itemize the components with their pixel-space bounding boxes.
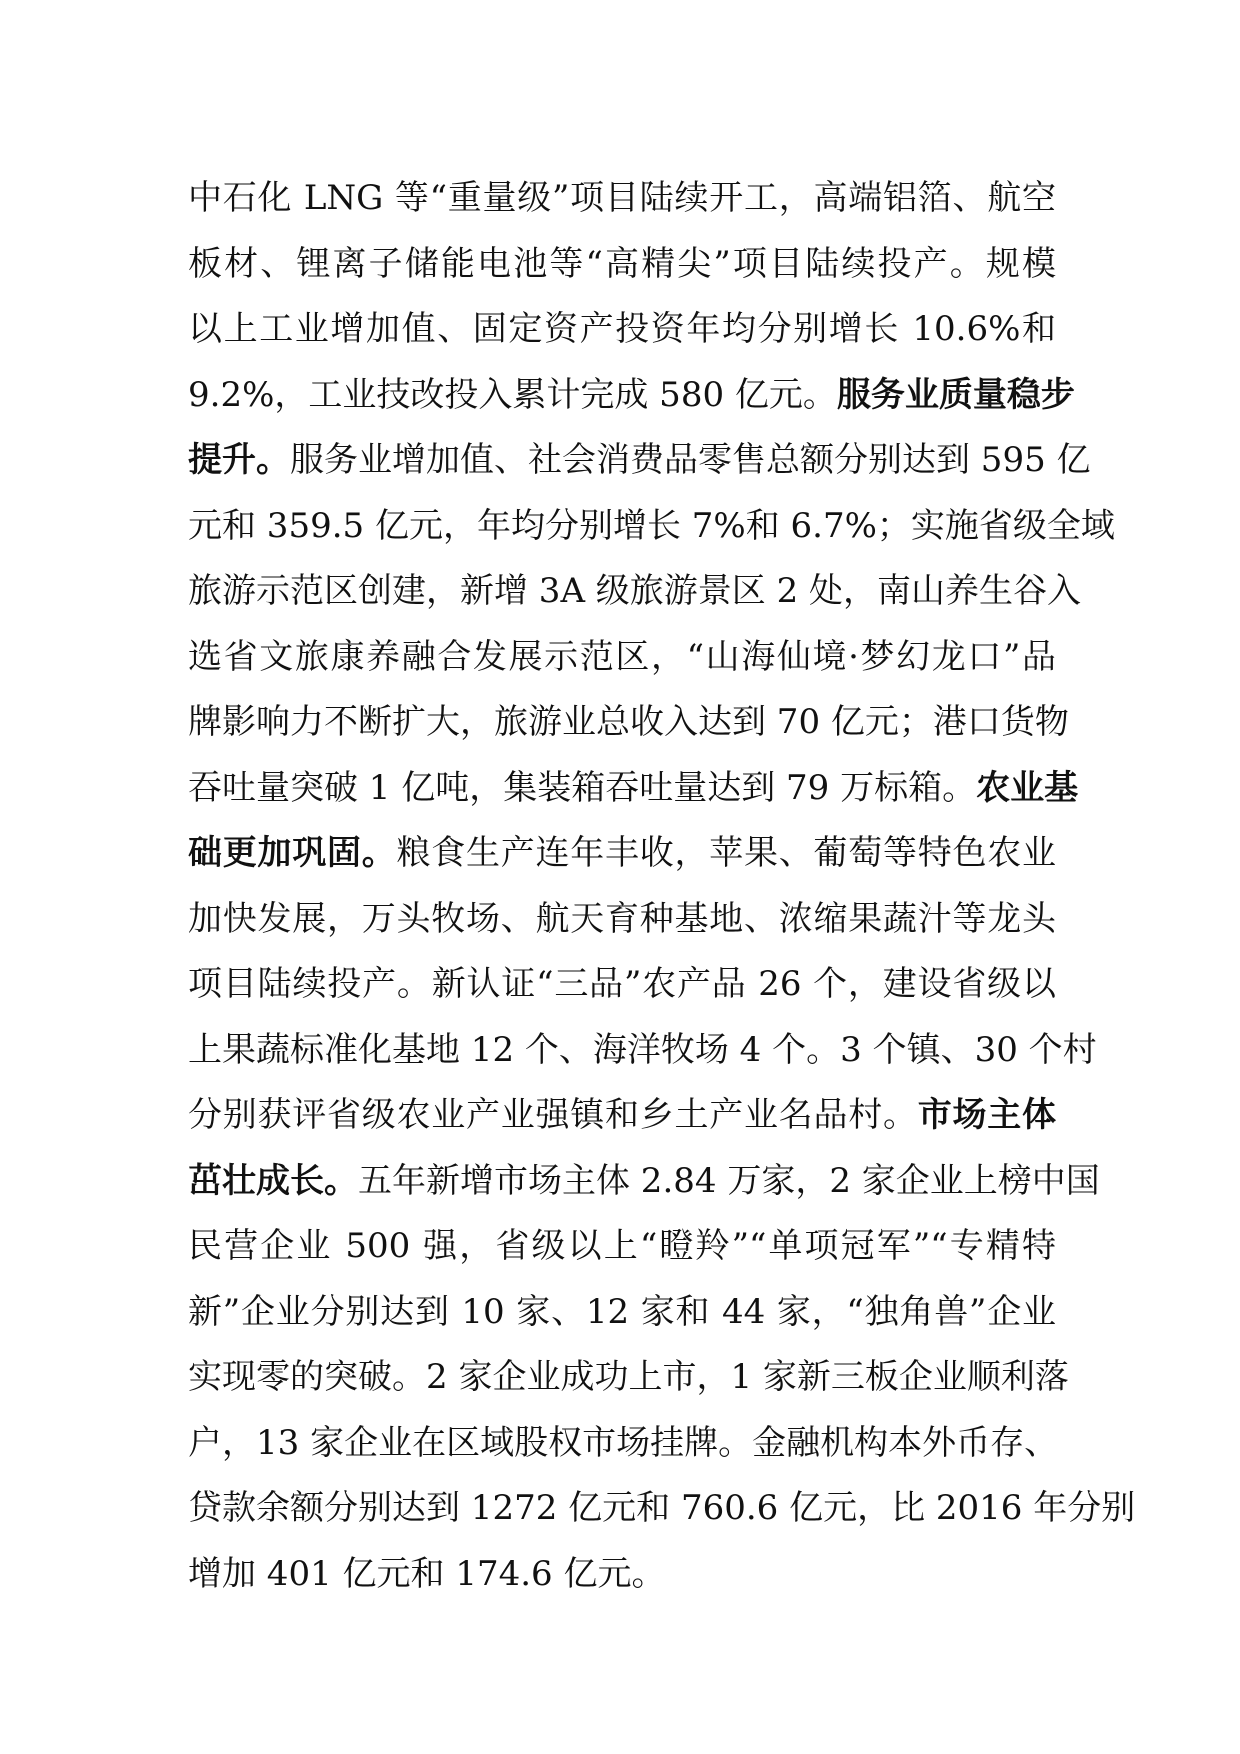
text-line — [188, 494, 1115, 560]
body-paragraph — [188, 166, 1136, 1607]
text-line — [188, 690, 1069, 756]
body-text: 五年新增市场主体 2.84 万家，2 家企业上榜中国 — [358, 1160, 1100, 1201]
text-line — [188, 166, 1056, 232]
body-text: 9.2%，工业技改投入累计完成 580 亿元。 — [188, 374, 837, 415]
body-text: 增加 401 亿元和 174.6 亿元。 — [188, 1553, 666, 1594]
body-text: 中石化 LNG 等“重量级”项目陆续开工，高端铝箔、航空 — [188, 178, 1056, 218]
text-line — [188, 821, 1056, 887]
bold-heading-text: 市场主体 — [917, 1095, 1056, 1135]
bold-heading-text: 服务业质量稳步 — [836, 374, 1075, 415]
text-line — [188, 1280, 1056, 1346]
body-text: 选省文旅康养融合发展示范区，“山海仙境·梦幻龙口”品 — [188, 636, 1056, 677]
bold-heading-text: 础更加巩固。 — [188, 833, 397, 873]
text-line — [188, 1214, 1056, 1280]
body-text: 分别获评省级农业产业强镇和乡土产业名品村。 — [188, 1095, 918, 1135]
text-line — [188, 363, 1075, 429]
body-text: 贷款余额分别达到 1272 亿元和 760.6 亿元，比 2016 年分别 — [188, 1488, 1136, 1528]
body-text: 加快发展，万头牧场、航天育种基地、浓缩果蔬汁等龙头 — [188, 898, 1056, 939]
body-text: 项目陆续投产。新认证“三品”农产品 26 个，建设省级以 — [188, 964, 1056, 1004]
body-text: 民营企业 500 强，省级以上“瞪羚”“单项冠军”“专精特 — [188, 1226, 1056, 1266]
bold-heading-text: 茁壮成长。 — [188, 1160, 358, 1201]
text-line — [188, 887, 1056, 953]
text-line — [188, 1018, 1097, 1084]
body-text: 粮食生产连年丰收，苹果、葡萄等特色农业 — [396, 833, 1056, 873]
text-line — [188, 1411, 1059, 1477]
bold-heading-text: 农业基 — [976, 767, 1079, 808]
body-text: 实现零的突破。2 家企业成功上市，1 家新三板企业顺利落 — [188, 1357, 1069, 1397]
body-text: 牌影响力不断扩大，旅游业总收入达到 70 亿元；港口货物 — [188, 702, 1069, 742]
body-text: 户，13 家企业在区域股权市场挂牌。金融机构本外币存、 — [188, 1422, 1059, 1463]
body-text: 新”企业分别达到 10 家、12 家和 44 家，“独角兽”企业 — [188, 1291, 1056, 1332]
body-text: 旅游示范区创建，新增 3A 级旅游景区 2 处，南山养生谷入 — [188, 571, 1082, 611]
text-line — [188, 625, 1056, 691]
text-line — [188, 1149, 1100, 1215]
text-line — [188, 559, 1082, 625]
body-text: 元和 359.5 亿元，年均分别增长 7%和 6.7%；实施省级全域 — [188, 505, 1115, 546]
text-line — [188, 1542, 1056, 1608]
text-line — [188, 1345, 1069, 1411]
text-line — [188, 1083, 1056, 1149]
body-text: 吞吐量突破 1 亿吨，集装箱吞吐量达到 79 万标箱。 — [188, 767, 977, 808]
text-line — [188, 756, 1079, 822]
text-line — [188, 428, 1091, 494]
body-text: 板材、锂离子储能电池等“高精尖”项目陆续投产。规模 — [188, 243, 1056, 284]
body-text: 服务业增加值、社会消费品零售总额分别达到 595 亿 — [290, 440, 1091, 480]
body-text: 以上工业增加值、固定资产投资年均分别增长 10.6%和 — [188, 309, 1056, 349]
text-line — [188, 952, 1056, 1018]
body-text: 上果蔬标准化基地 12 个、海洋牧场 4 个。3 个镇、30 个村 — [188, 1029, 1097, 1070]
text-line — [188, 297, 1056, 363]
text-line — [188, 232, 1056, 298]
text-line — [188, 1476, 1136, 1542]
bold-heading-text: 提升。 — [188, 440, 290, 480]
